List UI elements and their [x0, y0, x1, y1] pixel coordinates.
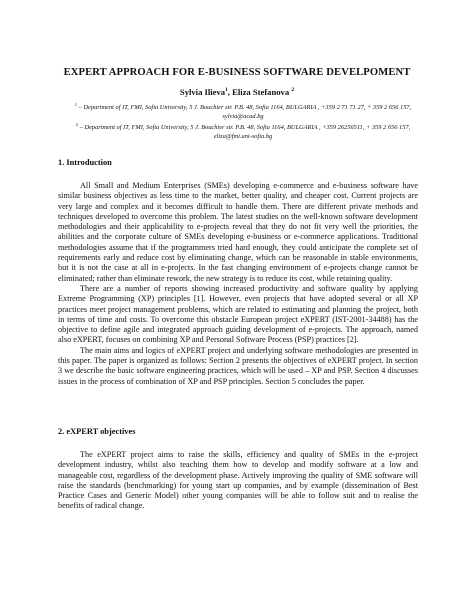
- paragraph: The main aims and logics of eXPERT project and underlying software methodologies are presented in this paper. The paper is organized as follows: Section 2 presents the objectives of eXPERT project. In section 3 we describe the basic software engineering practices, which will be used – XP and PSP. Section 4 discusses issues in the process of combination of XP and PSP principles. Section 5 concludes the paper.: [58, 345, 418, 386]
- affiliation-2-text: – Department of IT, FMI, Sofia University, 5 J. Bouchier str. P.B. 48, Sofia 1164, BULGARIA , +359 26256511, + 359 2 656 157, eliza@fmi.uni-sofia.bg: [78, 124, 411, 141]
- section-heading-introduction: 1. Introduction: [58, 158, 112, 167]
- paragraph: All Small and Medium Enterprises (SMEs) developing e-commerce and e-business software have similar business objectives as less time to the market, better quality, and cheaper cost. Current projects are very large and complex and it becomes difficult to handle them. There are different private methods and techniques developed to overcome this problem. The latest studies on the well-known software development methodologies and their applicability to e-projects reveal that they do not fit very well the priorities, the abilities and the corporate culture of SMEs developing e-business or e-commerce applications. Traditional methodologies assume that if the programmers tried hard enough, they could anticipate the complete set of requirements early and reduce cost by eliminating change, which can be reasonable in stable environments, but it is not the case at all in e-projects. In the fast changing environment of e-projects change cannot be eliminated; rather than eliminate rework, the new strategy is to reduce its cost, while retaining quality.: [58, 181, 418, 283]
- author-separator: ,: [227, 87, 233, 97]
- affiliation-1-mark: 1: [74, 102, 77, 107]
- affiliation-1-text: – Department of IT, FMI, Sofia University, 5 J. Bouchier str. P.B. 48, Sofia 1164, BULGARIA , +359 2 71 71 27, + 359 2 656 157, sylvia@acad.bg: [77, 104, 412, 121]
- section-body-objectives: [58, 450, 418, 512]
- section-body-introduction: [58, 181, 418, 387]
- section-heading-objectives: 2. eXPERT objectives: [58, 427, 136, 436]
- author-2-mark: 2: [291, 87, 295, 94]
- author-1-mark: 1: [225, 87, 228, 94]
- affiliation-1: [58, 100, 428, 121]
- author-1: Sylvia Ilieva: [179, 87, 226, 97]
- paragraph: There are a number of reports showing increased productivity and software quality by applying Extreme Programming (XP) principles [1]. However, even projects that have adopted several or all XP practices meet project management problems, which are related to estimating and planning the project, both in terms of time and costs. To overcome this obstacle European project eXPERT (IST-2001-34488) has the objective to define agile and integrated approach guiding development of e-projects. The approach, named also eXPERT, focuses on combining XP and Personal Software Process (PSP) practices [2].: [58, 283, 418, 345]
- paper-title: EXPERT APPROACH FOR E-BUSINESS SOFTWARE DEVELPOMENT: [63, 67, 411, 78]
- paragraph: The eXPERT project aims to raise the skills, efficiency and quality of SMEs in the e-project development industry, whilst also teaching them how to develop and modify software at a low and manageable cost, regardless of the development phase. Actively improving the quality of SME software will raise the standards (benchmarking) for young start up companies, and by example (dissemination of Best Practice Cases and Generic Model) other young companies will be able to follow suit and to realise the benefits of radical change.: [58, 450, 418, 511]
- author-2: Eliza Stefanova: [232, 87, 290, 97]
- author-line: [0, 87, 474, 97]
- affiliation-2: [58, 120, 428, 141]
- affiliation-2-mark: 2: [75, 122, 79, 127]
